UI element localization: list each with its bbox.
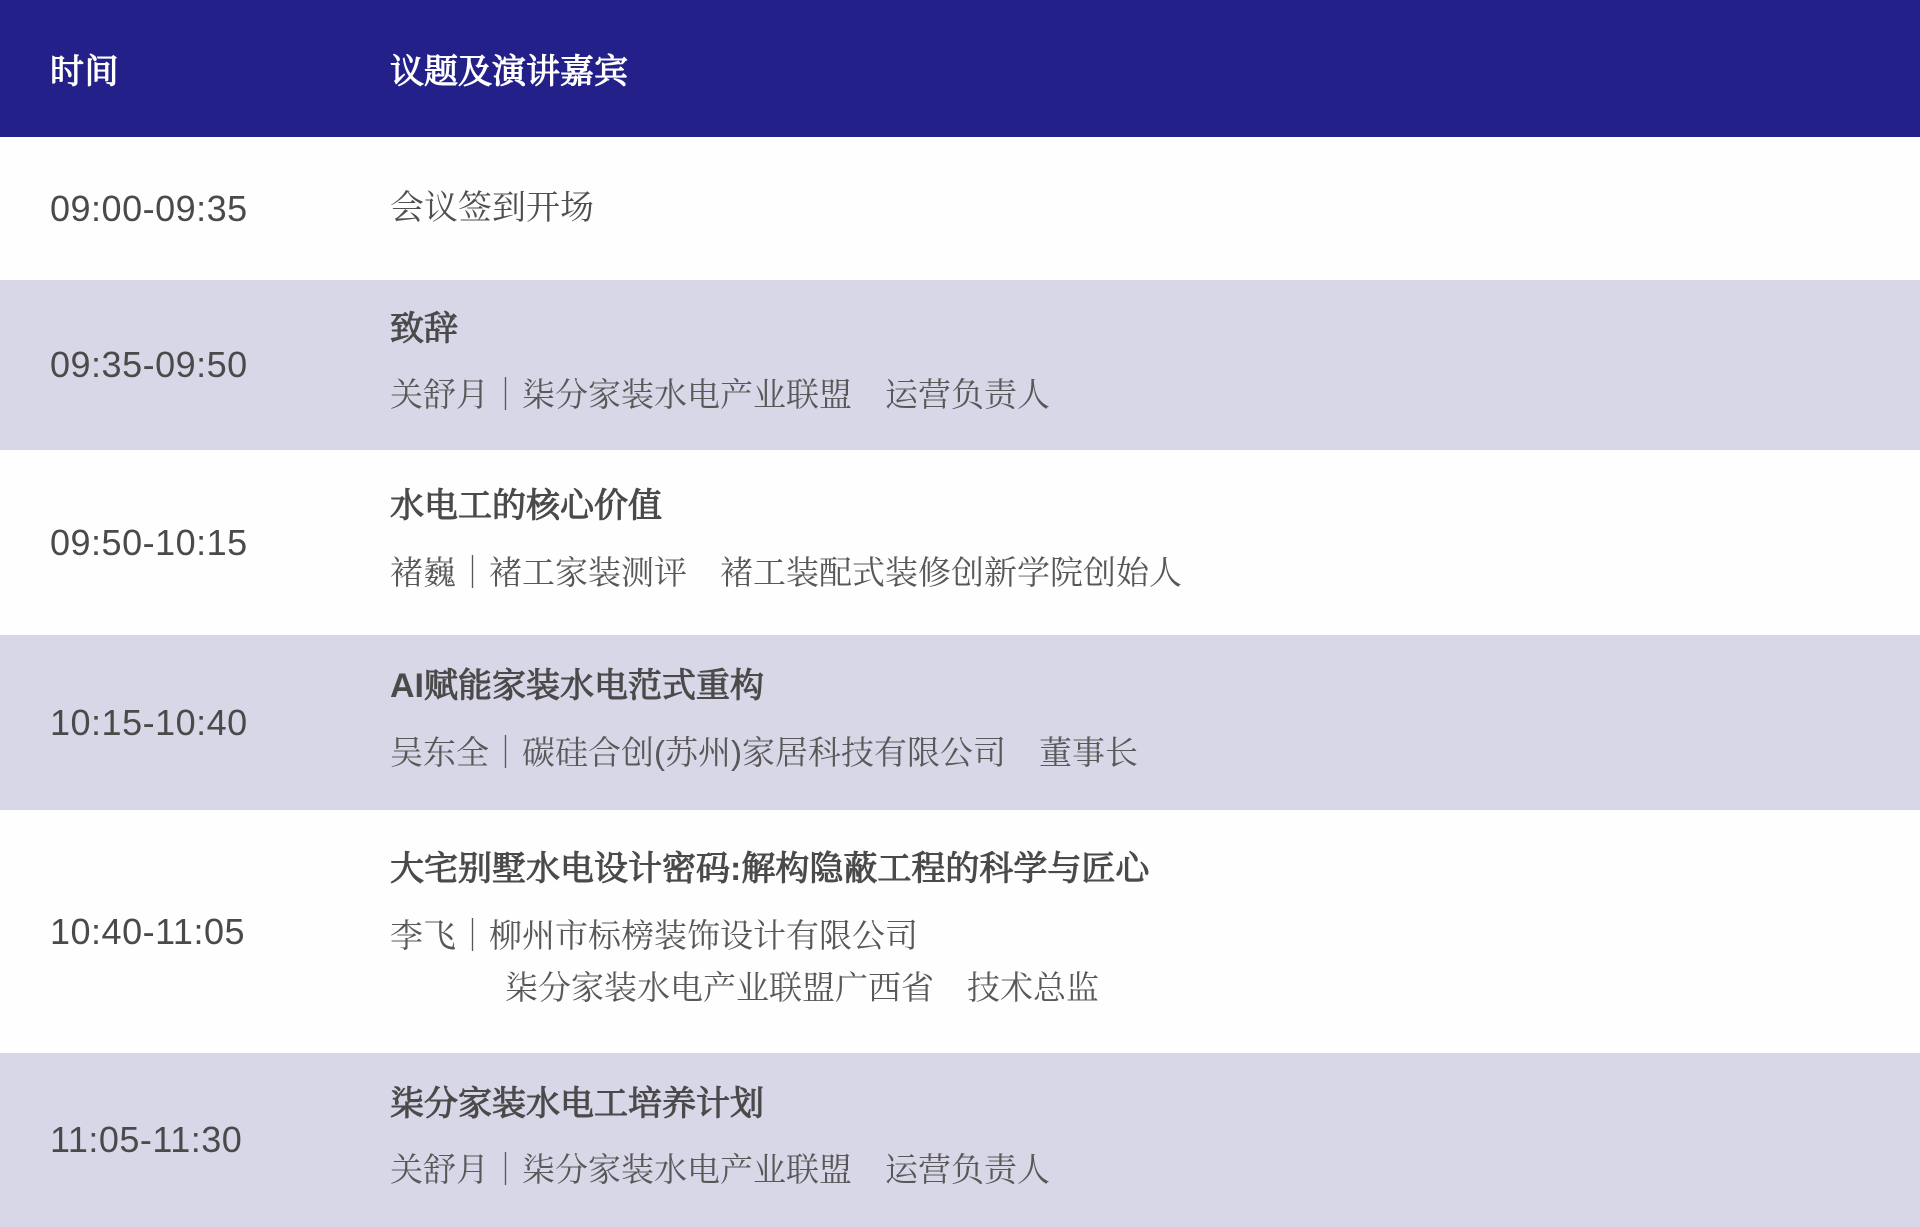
header-time-label: 时间 bbox=[50, 53, 119, 91]
session-speaker: 褚巍｜褚工家装测评 褚工装配式装修创新学院创始人 bbox=[390, 553, 1182, 591]
agenda-row bbox=[0, 280, 1920, 450]
agenda-row bbox=[0, 1053, 1920, 1227]
session-time: 11:05-11:30 bbox=[50, 1119, 243, 1160]
session-title: 致辞 bbox=[390, 309, 458, 348]
agenda-row bbox=[0, 810, 1920, 1053]
session-time: 10:40-11:05 bbox=[50, 910, 245, 952]
session-time: 09:35-09:50 bbox=[50, 344, 248, 385]
session-title: 大宅别墅水电设计密码:解构隐蔽工程的科学与匠心 bbox=[390, 849, 1150, 888]
agenda-row bbox=[0, 450, 1920, 635]
session-time: 09:00-09:35 bbox=[50, 187, 248, 229]
session-title: 会议签到开场 bbox=[390, 189, 594, 228]
table-header bbox=[0, 0, 1920, 137]
session-title: 柒分家装水电工培养计划 bbox=[390, 1084, 764, 1123]
session-title: 水电工的核心价值 bbox=[390, 487, 662, 526]
session-speaker: 吴东全｜碳硅合创(苏州)家居科技有限公司 董事长 bbox=[390, 733, 1138, 771]
session-speaker: 关舒月｜柒分家装水电产业联盟 运营负责人 bbox=[390, 1151, 1050, 1189]
header-topic-label: 议题及演讲嘉宾 bbox=[390, 53, 628, 91]
session-speaker: 李飞｜柳州市标榜装饰设计有限公司 bbox=[390, 916, 918, 954]
session-title: AI赋能家装水电范式重构 bbox=[390, 667, 764, 706]
session-time: 09:50-10:15 bbox=[50, 521, 248, 563]
agenda-row bbox=[0, 137, 1920, 280]
session-speaker: 关舒月｜柒分家装水电产业联盟 运营负责人 bbox=[390, 376, 1050, 414]
agenda-row bbox=[0, 635, 1920, 810]
session-time: 10:15-10:40 bbox=[50, 701, 248, 743]
session-speaker: 柒分家装水电产业联盟广西省 技术总监 bbox=[505, 968, 1099, 1006]
